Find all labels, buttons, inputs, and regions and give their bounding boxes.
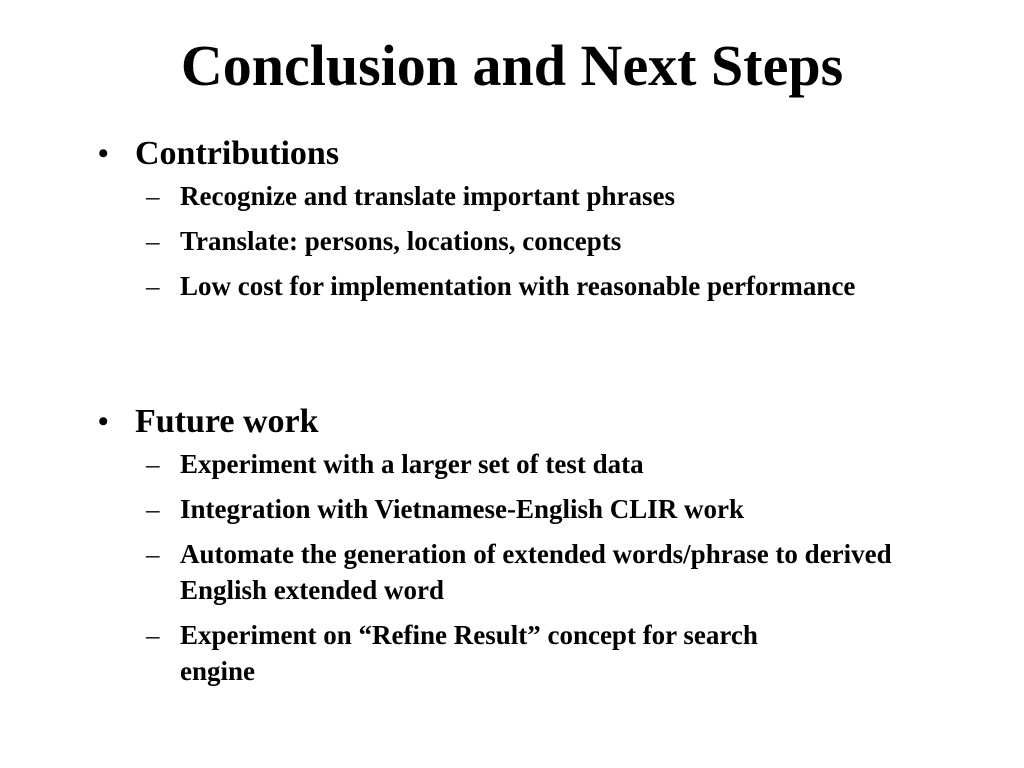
dash-icon: –: [146, 226, 160, 256]
sub-bullet-item: [98, 617, 978, 689]
sub-bullet-item: [98, 223, 978, 259]
bullet-item: [98, 400, 978, 444]
sub-bullet-item: [98, 536, 978, 608]
section-contributions: [98, 132, 978, 313]
sub-bullet-text: Automate the generation of extended words/phrase to derived English extended word: [180, 539, 892, 605]
dash-icon: –: [146, 539, 160, 569]
sub-bullet-item: [98, 178, 978, 214]
sub-bullet-text: Low cost for implementation with reasonable performance: [180, 271, 856, 301]
section-future-work: [98, 400, 978, 698]
bullet-item: [98, 132, 978, 176]
dash-icon: –: [146, 271, 160, 301]
sub-bullet-list: [98, 446, 978, 689]
sub-bullet-text: Integration with Vietnamese-English CLIR work: [180, 494, 745, 524]
slide-title: Conclusion and Next Steps: [180, 33, 844, 98]
dash-icon: –: [146, 449, 160, 479]
sub-bullet-list: [98, 178, 978, 304]
dash-icon: –: [146, 620, 160, 650]
sub-bullet-item: [98, 491, 978, 527]
dash-icon: –: [146, 181, 160, 211]
bullet-icon: •: [98, 137, 109, 170]
sub-bullet-item: [98, 268, 978, 304]
sub-bullet-text: Translate: persons, locations, concepts: [180, 226, 622, 256]
sub-bullet-text: Experiment on “Refine Result” concept for search engine: [180, 620, 758, 686]
dash-icon: –: [146, 494, 160, 524]
section-heading: Future work: [135, 403, 319, 440]
sub-bullet-text: Recognize and translate important phrases: [180, 181, 675, 211]
sub-bullet-item: [98, 446, 978, 482]
section-heading: Contributions: [135, 135, 340, 172]
sub-bullet-text: Experiment with a larger set of test data: [180, 449, 644, 479]
bullet-icon: •: [98, 405, 109, 438]
